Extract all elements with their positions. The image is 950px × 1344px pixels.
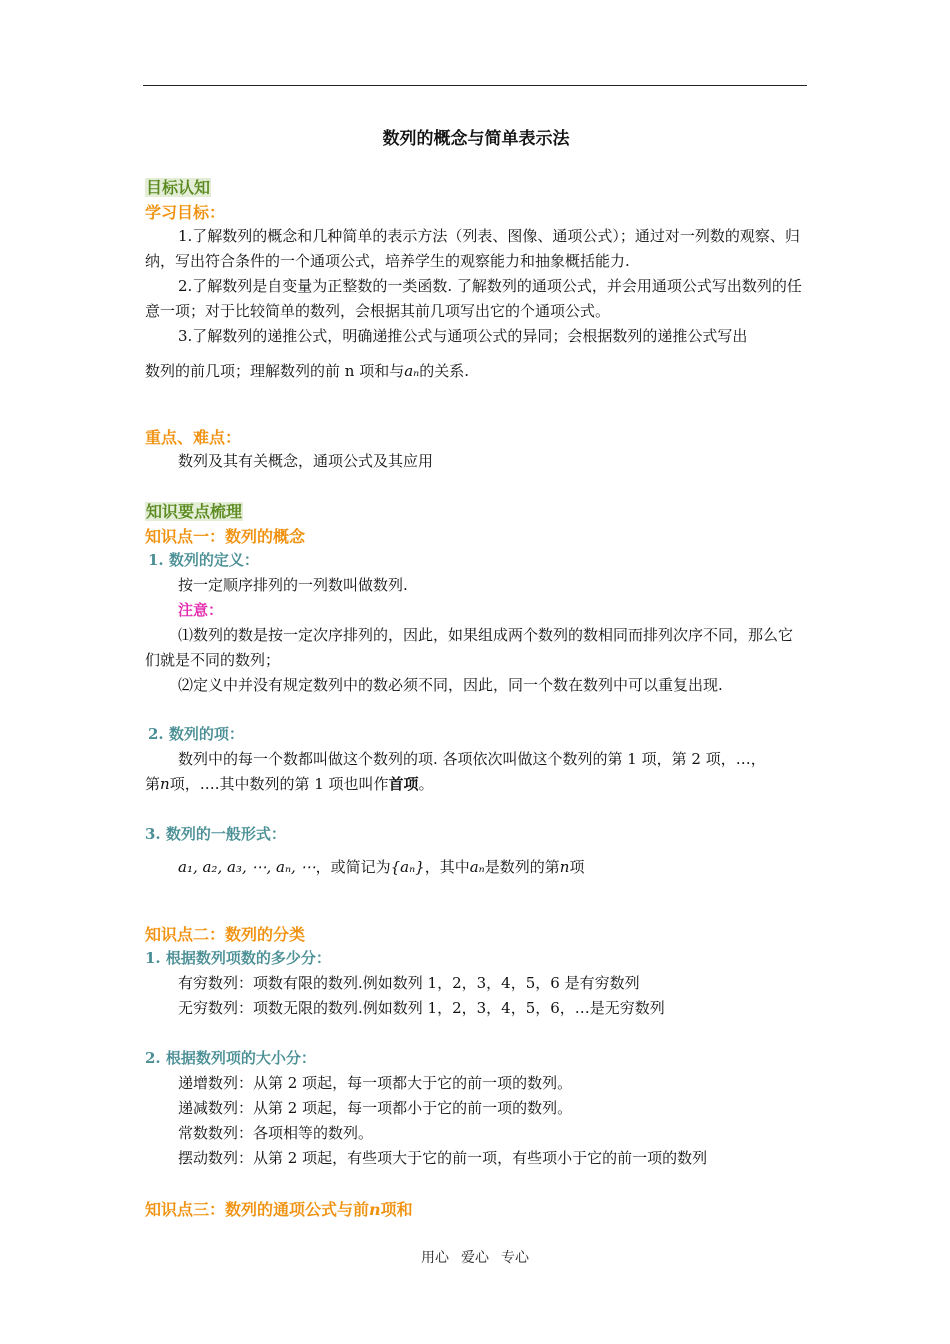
decreasing-sequence: 递减数列：从第 2 项起，每一项都小于它的前一项的数列。 xyxy=(178,1099,573,1117)
first-term-bold: 首项 xyxy=(388,775,419,793)
goal-3b-post: 的关系. xyxy=(419,362,470,380)
a-n-symbol: aₙ xyxy=(404,362,420,380)
section-heading-knowledge: 知识要点梳理 xyxy=(146,502,243,521)
footer-word: 用心 xyxy=(421,1250,449,1266)
term-text-1: 数列中的每一个数都叫做这个数列的项. 各项依次叫做这个数列的第 1 项，第 2 项，…， xyxy=(178,750,766,768)
increasing-sequence: 递增数列：从第 2 项起，每一项都大于它的前一项的数列。 xyxy=(178,1074,573,1092)
knowledge-point-1: 知识点一：数列的概念 xyxy=(145,527,306,546)
n-symbol: n xyxy=(160,775,170,793)
goals-label: 学习目标： xyxy=(145,203,226,222)
definition-label: 1. 数列的定义： xyxy=(148,551,259,569)
goal-3b xyxy=(145,359,807,384)
page-title: 数列的概念与简单表示法 xyxy=(382,129,570,149)
constant-sequence: 常数数列：各项相等的数列。 xyxy=(178,1124,374,1142)
definition-text: 按一定顺序排列的一列数叫做数列. xyxy=(178,576,408,594)
term-label: 2. 数列的项： xyxy=(148,725,244,743)
knowledge-point-2: 知识点二：数列的分类 xyxy=(145,925,306,944)
knowledge-point-3: 知识点三：数列的通项公式与前n项和 xyxy=(145,1200,413,1219)
key-points-text: 数列及其有关概念，通项公式及其应用 xyxy=(178,452,434,470)
infinite-sequence: 无穷数列：项数无限的数列.例如数列 1，2，3，4，5，6，…是无穷数列 xyxy=(178,999,665,1017)
header-rule xyxy=(143,85,807,86)
term-text-2: 第n项，….其中数列的第 1 项也叫作首项。 xyxy=(145,775,434,793)
footer-word: 专心 xyxy=(501,1250,529,1266)
goal-3a: 3.了解数列的递推公式，明确递推公式与通项公式的异同；会根据数列的递推公式写出 xyxy=(178,327,748,345)
general-form-label: 3. 数列的一般形式： xyxy=(145,825,286,843)
by-count-label: 1. 根据数列项数的多少分： xyxy=(145,949,331,967)
oscillating-sequence: 摆动数列：从第 2 项起，有些项大于它的前一项，有些项小于它的前一项的数列 xyxy=(178,1149,708,1167)
goal-1: 1.了解数列的概念和几种简单的表示方法（列表、图像、通项公式）；通过对一列数的观察、归纳，写出符合条件的一个通项公式，培养学生的观察能力和抽象概括能力. xyxy=(145,227,800,270)
section-heading-goals: 目标认知 xyxy=(146,178,211,197)
goal-3b-pre: 数列的前几项；理解数列的前 n 项和与 xyxy=(145,362,405,380)
general-form-line: a₁, a₂, a₃, ⋯, aₙ, ⋯，或简记为{aₙ}，其中aₙ是数列的第n项 xyxy=(178,858,585,876)
key-points-label: 重点、难点： xyxy=(145,428,242,447)
note-1: ⑴数列的数是按一定次序排列的，因此，如果组成两个数列的数相同而排列次序不同，那么它们就是不同的数列； xyxy=(145,626,794,669)
finite-sequence: 有穷数列：项数有限的数列.例如数列 1，2，3，4，5，6 是有穷数列 xyxy=(178,974,640,992)
note-label: 注意： xyxy=(178,601,224,619)
note-2: ⑵定义中并没有规定数列中的数必须不同，因此，同一个数在数列中可以重复出现. xyxy=(178,676,723,694)
footer-word: 爱心 xyxy=(461,1250,489,1266)
general-formula: a₁, a₂, a₃, ⋯, aₙ, ⋯ xyxy=(178,858,316,876)
by-size-label: 2. 根据数列项的大小分： xyxy=(145,1049,316,1067)
page-footer xyxy=(0,1247,950,1267)
goal-2: 2.了解数列是自变量为正整数的一类函数. 了解数列的通项公式，并会用通项公式写出数列的任意一项；对于比较简单的数列，会根据其前几项写出它的个通项公式。 xyxy=(145,277,802,320)
sequence-set-notation: {aₙ} xyxy=(390,858,425,876)
